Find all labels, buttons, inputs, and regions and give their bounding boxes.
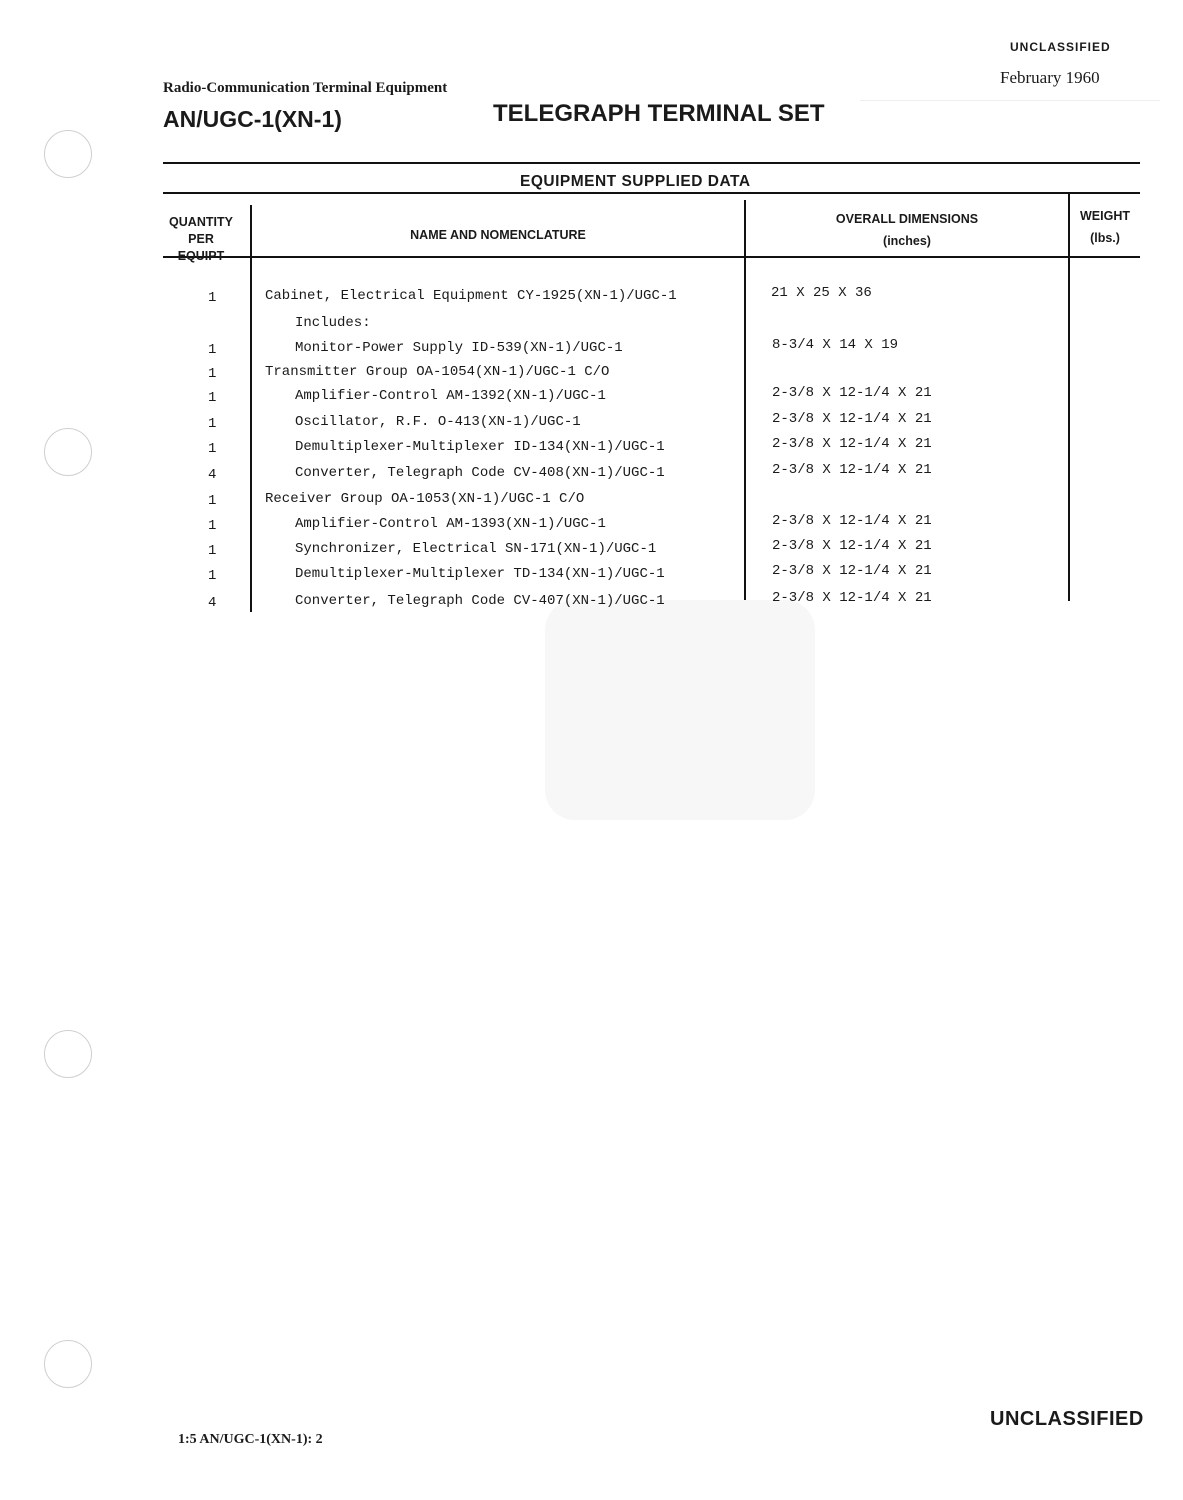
table-cell-quantity: 1 xyxy=(208,416,217,432)
column-header-line: PER xyxy=(188,232,214,246)
table-cell-name: Receiver Group OA-1053(XN-1)/UGC-1 C/O xyxy=(265,491,585,507)
column-divider xyxy=(1068,193,1070,601)
table-cell-quantity: 1 xyxy=(208,518,217,534)
table-cell-quantity: 1 xyxy=(208,493,217,509)
table-cell-quantity: 1 xyxy=(208,390,217,406)
table-cell-name: Converter, Telegraph Code CV-407(XN-1)/UGC-1 xyxy=(295,593,665,609)
column-header-quantity xyxy=(160,214,242,265)
table-cell-dimensions: 2-3/8 X 12-1/4 X 21 xyxy=(772,513,932,529)
table-cell-name: Converter, Telegraph Code CV-408(XN-1)/UGC-1 xyxy=(295,465,665,481)
table-cell-dimensions: 21 X 25 X 36 xyxy=(771,285,872,301)
table-cell-quantity: 1 xyxy=(208,290,217,306)
table-cell-name: Cabinet, Electrical Equipment CY-1925(XN-1)/UGC-1 xyxy=(265,288,677,304)
table-cell-quantity: 1 xyxy=(208,342,217,358)
table-cell-name: Includes: xyxy=(295,315,371,331)
binder-hole xyxy=(44,1340,92,1388)
table-cell-dimensions: 2-3/8 X 12-1/4 X 21 xyxy=(772,411,932,427)
document-date: February 1960 xyxy=(1000,68,1100,87)
column-divider xyxy=(744,200,746,600)
table-cell-quantity: 1 xyxy=(208,441,217,457)
table-cell-quantity: 4 xyxy=(208,467,217,483)
page-reference: 1:5 AN/UGC-1(XN-1): 2 xyxy=(178,1432,323,1447)
section-title-rule xyxy=(163,192,1140,194)
equipment-designation: AN/UGC-1(XN-1) xyxy=(163,106,342,132)
table-cell-dimensions: 2-3/8 X 12-1/4 X 21 xyxy=(772,563,932,579)
table-cell-dimensions: 2-3/8 X 12-1/4 X 21 xyxy=(772,590,932,606)
table-cell-dimensions: 2-3/8 X 12-1/4 X 21 xyxy=(772,462,932,478)
table-cell-quantity: 1 xyxy=(208,543,217,559)
column-divider xyxy=(250,205,252,612)
column-header-line: WEIGHT xyxy=(1080,209,1130,223)
classification-marking-bottom: UNCLASSIFIED xyxy=(990,1408,1144,1430)
binder-hole xyxy=(44,428,92,476)
table-cell-name: Transmitter Group OA-1054(XN-1)/UGC-1 C/O xyxy=(265,364,610,380)
column-header-line: (inches) xyxy=(883,234,931,248)
table-cell-quantity: 1 xyxy=(208,568,217,584)
column-header-line: QUANTITY xyxy=(169,215,233,229)
bleed-through-ghost xyxy=(545,600,815,820)
table-cell-name: Demultiplexer-Multiplexer ID-134(XN-1)/UGC-1 xyxy=(295,439,665,455)
table-cell-dimensions: 2-3/8 X 12-1/4 X 21 xyxy=(772,538,932,554)
column-header-line: (lbs.) xyxy=(1090,231,1120,245)
classification-marking-top: UNCLASSIFIED xyxy=(1010,40,1111,54)
table-cell-name: Synchronizer, Electrical SN-171(XN-1)/UGC-1 xyxy=(295,541,657,557)
table-cell-name: Demultiplexer-Multiplexer TD-134(XN-1)/UGC-1 xyxy=(295,566,665,582)
table-cell-dimensions: 2-3/8 X 12-1/4 X 21 xyxy=(772,385,932,401)
column-header-line: EQUIPT xyxy=(177,249,225,263)
table-cell-quantity: 4 xyxy=(208,595,217,611)
table-cell-dimensions: 2-3/8 X 12-1/4 X 21 xyxy=(772,436,932,452)
document-title: TELEGRAPH TERMINAL SET xyxy=(493,100,825,127)
table-top-rule xyxy=(163,162,1140,164)
column-header-name: NAME AND NOMENCLATURE xyxy=(410,228,586,242)
column-header-weight xyxy=(1070,205,1140,249)
column-header-dimensions xyxy=(746,208,1068,252)
table-cell-quantity: 1 xyxy=(208,366,217,382)
table-cell-name: Amplifier-Control AM-1392(XN-1)/UGC-1 xyxy=(295,388,606,404)
column-header-line: OVERALL DIMENSIONS xyxy=(835,212,979,226)
table-cell-dimensions: 8-3/4 X 14 X 19 xyxy=(772,337,899,353)
section-title: EQUIPMENT SUPPLIED DATA xyxy=(520,173,751,190)
table-cell-name: Amplifier-Control AM-1393(XN-1)/UGC-1 xyxy=(295,516,606,532)
bleed-through-ghost xyxy=(860,100,1160,141)
binder-hole xyxy=(44,1030,92,1078)
table-cell-name: Monitor-Power Supply ID-539(XN-1)/UGC-1 xyxy=(295,340,623,356)
header-bottom-rule xyxy=(163,256,1140,258)
table-cell-name: Oscillator, R.F. O-413(XN-1)/UGC-1 xyxy=(295,414,581,430)
document-subtitle: Radio-Communication Terminal Equipment xyxy=(163,80,448,96)
binder-hole xyxy=(44,130,92,178)
